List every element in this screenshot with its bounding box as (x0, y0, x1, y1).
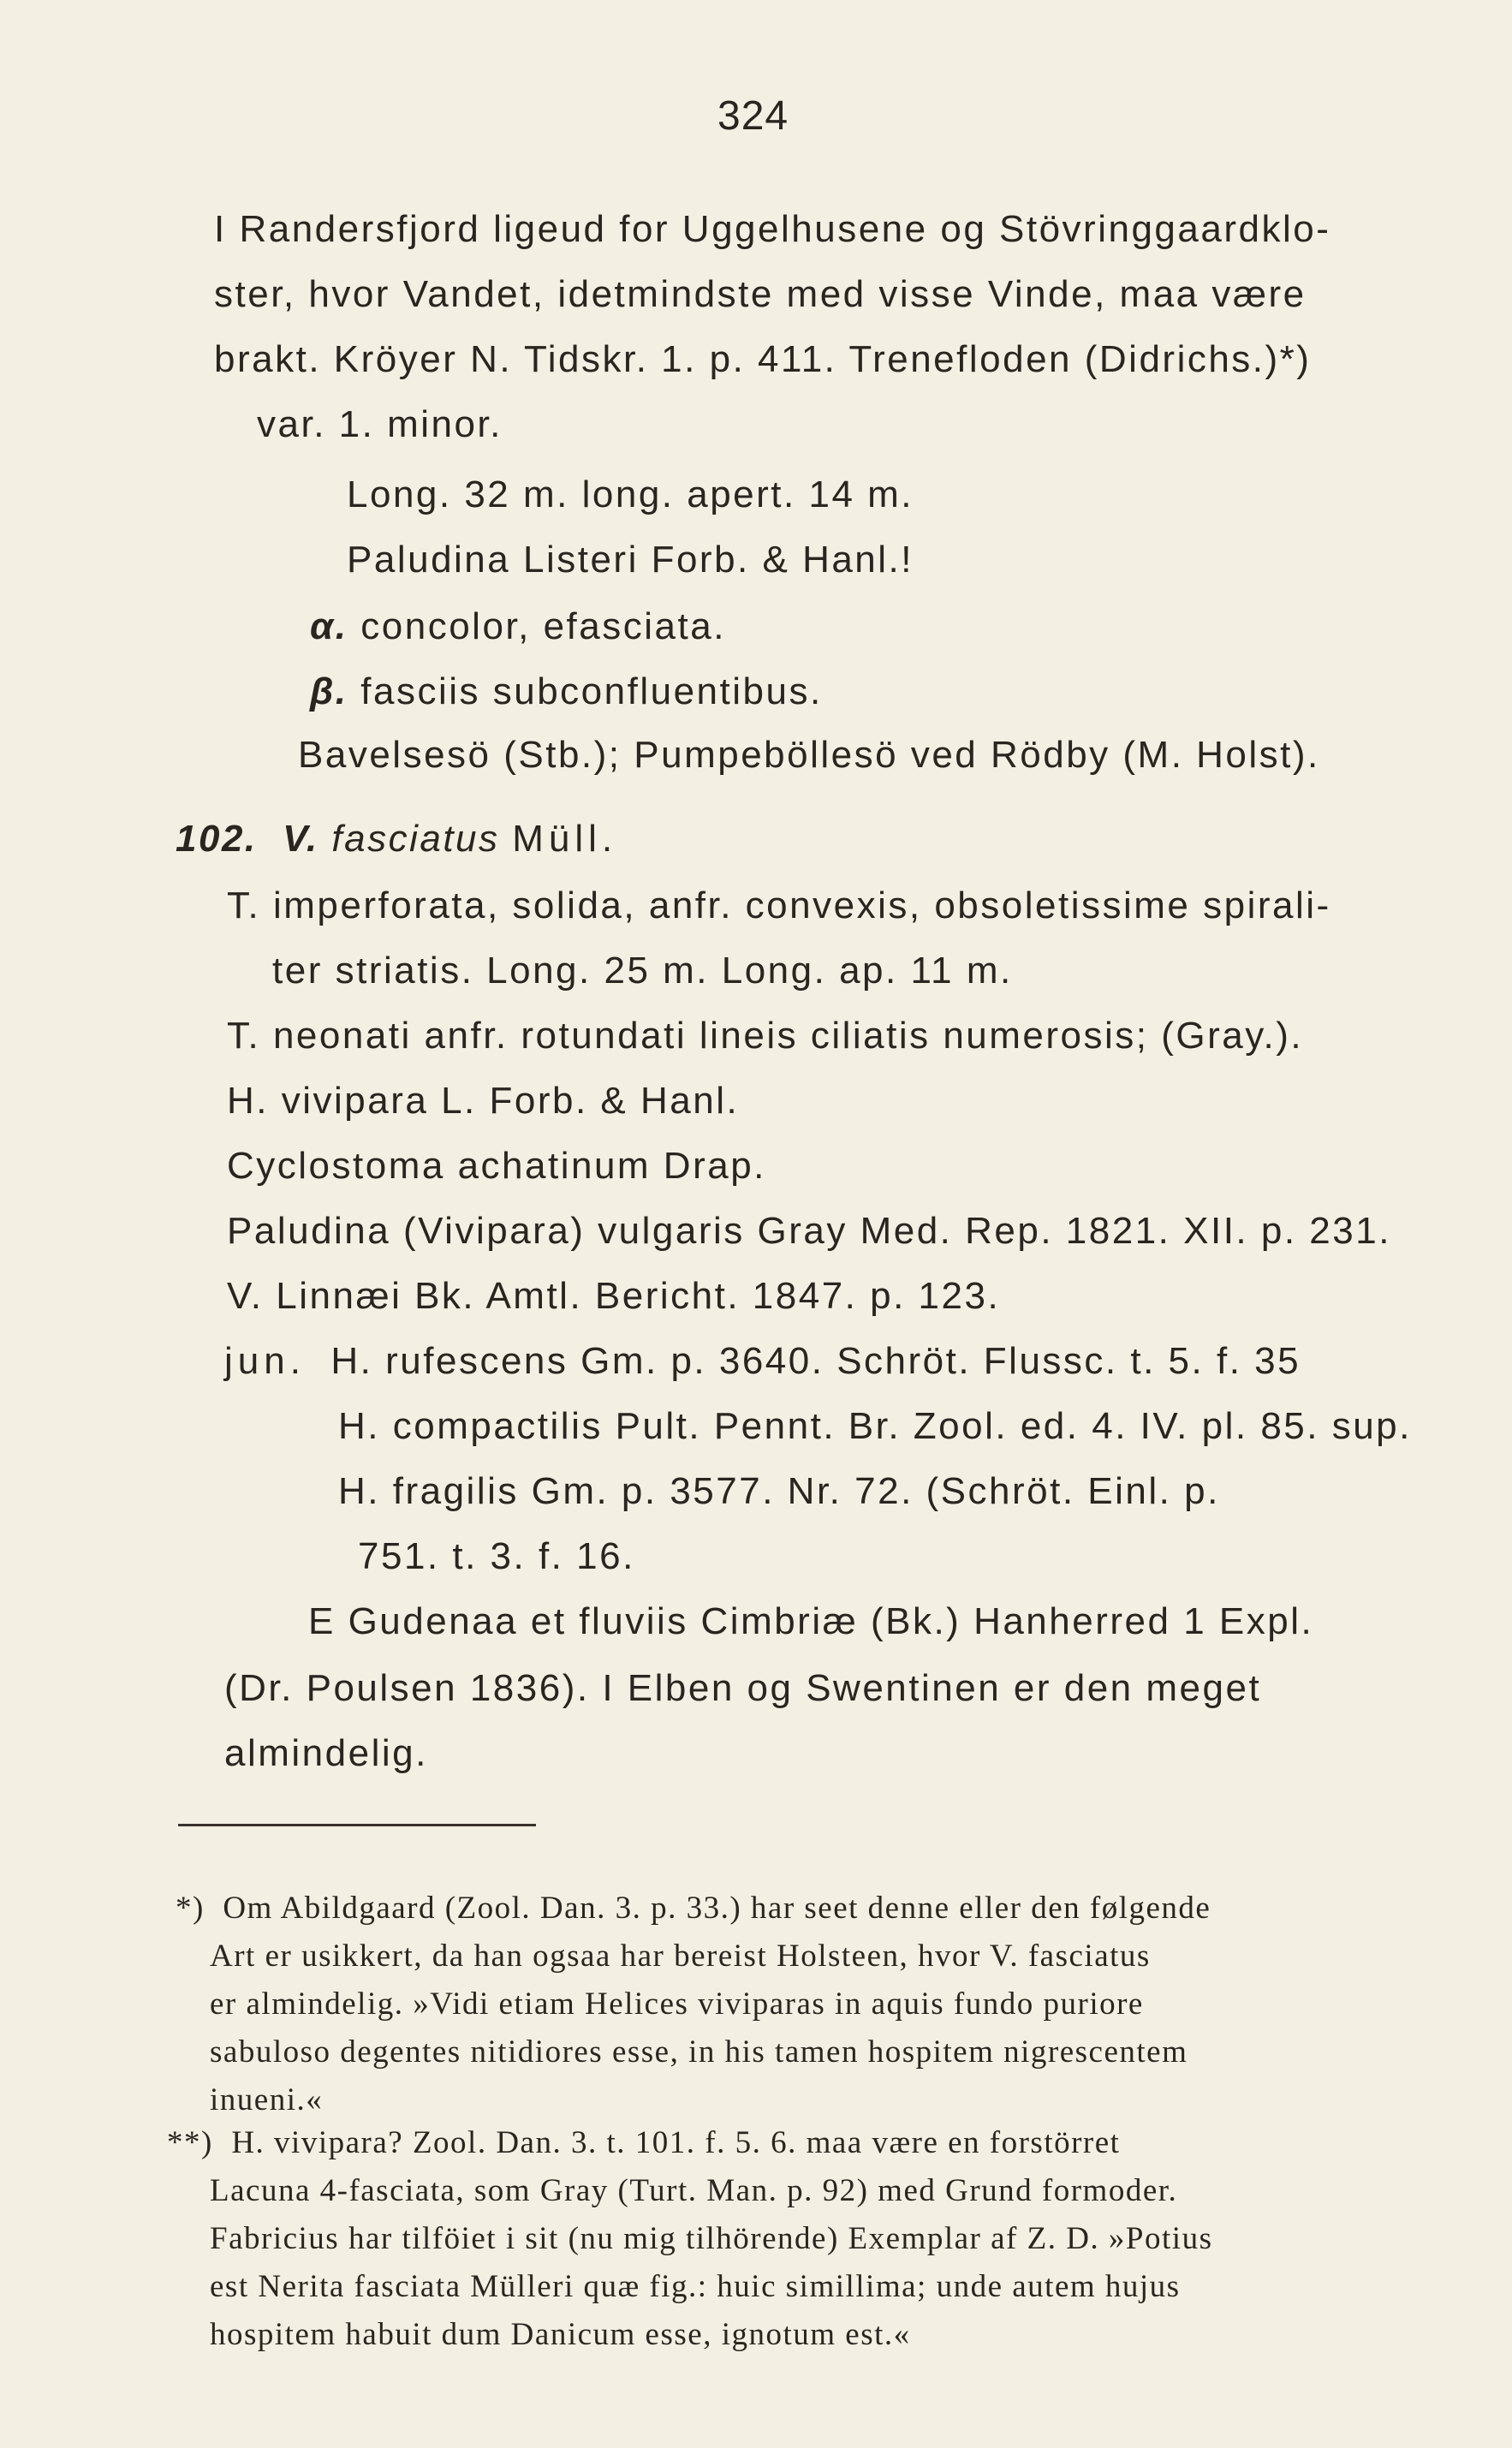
footnote-mark: *) (176, 1891, 205, 1926)
footnote-line: sabuloso degentes nitidiores esse, in his tamen hospitem nigrescentem (210, 2034, 1188, 2070)
footnote-text: Om Abildgaard (Zool. Dan. 3. p. 33.) har seet denne eller den følgende (223, 1891, 1211, 1926)
text-line: Paludina (Vivipara) vulgaris Gray Med. Rep. 1821. XII. p. 231. (227, 1210, 1391, 1252)
text-line: brakt. Kröyer N. Tidskr. 1. p. 411. Trenefloden (Didrichs.)*) (214, 338, 1312, 380)
text-line: H. compactilis Pult. Pennt. Br. Zool. ed. 4. IV. pl. 85. sup. (338, 1405, 1412, 1447)
footnote-line: er almindelig. »Vidi etiam Helices viviparas in aquis fundo puriore (210, 1986, 1144, 2022)
footnote-line: est Nerita fasciata Mülleri quæ fig.: huic simillima; unde autem hujus (210, 2269, 1181, 2304)
page-number: 324 (717, 93, 789, 139)
variety-text: concolor, efasciata. (360, 605, 726, 647)
text-line: Long. 32 m. long. apert. 14 m. (347, 474, 914, 515)
jun-text: H. rufescens Gm. p. 3640. Schröt. Flussc. t. 5. f. 35 (330, 1340, 1301, 1382)
text-line: E Gudenaa et fluviis Cimbriæ (Bk.) Hanherred 1 Expl. (308, 1600, 1314, 1642)
jun-line (224, 1340, 1301, 1382)
text-line: V. Linnæi Bk. Amtl. Bericht. 1847. p. 123. (227, 1275, 1001, 1317)
text-line: var. 1. minor. (257, 403, 503, 445)
footnote-line: Fabricius har tilföiet i sit (nu mig tilhörende) Exemplar af Z. D. »Potius (210, 2221, 1213, 2256)
text-line: Bavelsesö (Stb.); Pumpeböllesö ved Rödby (M. Holst). (298, 734, 1320, 776)
text-line: (Dr. Poulsen 1836). I Elben og Swentinen er den meget (224, 1667, 1262, 1709)
text-line: Cyclostoma achatinum Drap. (227, 1145, 766, 1187)
text-line: Paludina Listeri Forb. & Hanl.! (347, 539, 914, 581)
species-heading (176, 820, 617, 858)
greek-alpha: α. (310, 605, 348, 647)
footnote-line (176, 1892, 1211, 1924)
text-line: 751. t. 3. f. 16. (358, 1535, 635, 1577)
variety-beta (310, 670, 823, 712)
footnote-line: Art er usikkert, da han ogsaa har bereist Holsteen, hvor V. fasciatus (210, 1939, 1151, 1974)
text-line: almindelig. (224, 1732, 428, 1774)
footnote-line (167, 2127, 1120, 2159)
text-line: T. neonati anfr. rotundati lineis ciliatis numerosis; (Gray.). (227, 1015, 1304, 1057)
footnote-mark: **) (167, 2125, 213, 2160)
variety-alpha (310, 605, 726, 647)
text-line: H. fragilis Gm. p. 3577. Nr. 72. (Schröt. Einl. p. (338, 1470, 1220, 1512)
footnote-text: H. vivipara? Zool. Dan. 3. t. 101. f. 5. 6. maa være en forstörret (231, 2125, 1121, 2160)
footnote-line: Lacuna 4-fasciata, som Gray (Turt. Man. p. 92) med Grund formoder. (210, 2173, 1178, 2208)
variety-text: fasciis subconfluentibus. (360, 670, 823, 712)
text-line: ter striatis. Long. 25 m. Long. ap. 11 m. (272, 950, 1013, 992)
text-line: ster, hvor Vandet, idetmindste med visse Vinde, maa være (214, 273, 1307, 315)
footnote-line: hospitem habuit dum Danicum esse, ignotum est.« (210, 2317, 911, 2352)
footnote-line: inueni.« (210, 2082, 324, 2117)
jun-label: jun. (224, 1340, 306, 1382)
text-line: H. vivipara L. Forb. & Hanl. (227, 1080, 740, 1122)
entry-genus: V. (283, 818, 319, 860)
text-line: T. imperforata, solida, anfr. convexis, obsoletissime spirali- (227, 884, 1331, 926)
entry-species: fasciatus (331, 818, 500, 860)
entry-number: 102. (176, 818, 258, 860)
footnote-rule (178, 1824, 536, 1826)
text-line: I Randersfjord ligeud for Uggelhusene og Stövringgaardklo- (214, 208, 1331, 250)
entry-author: Müll. (512, 818, 618, 860)
greek-beta: β. (310, 670, 348, 712)
